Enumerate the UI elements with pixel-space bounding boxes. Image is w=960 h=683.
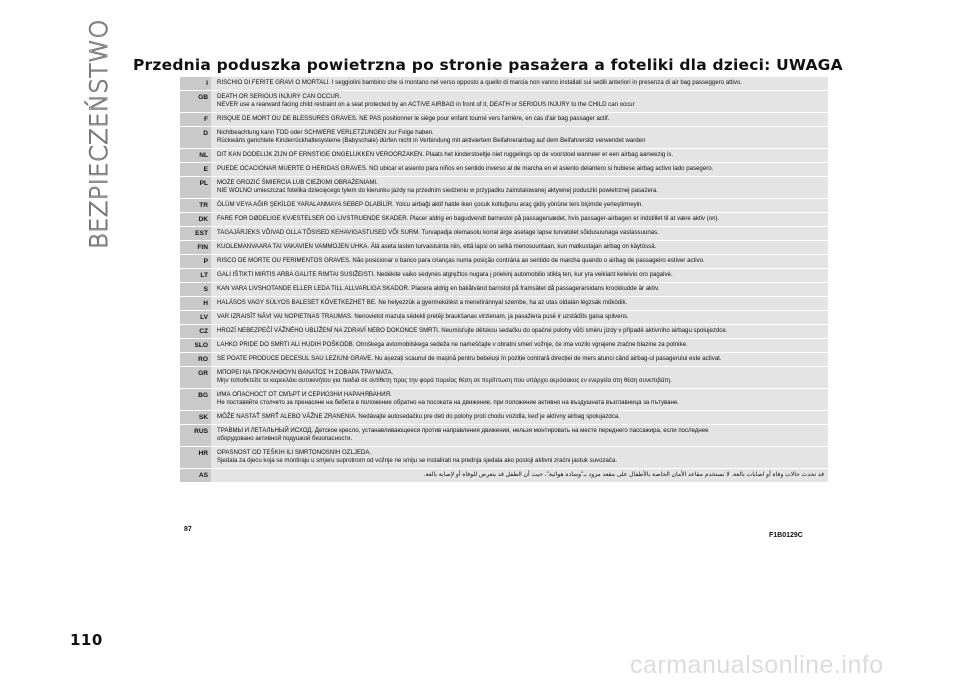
warning-line: NIE WOLNO umieszczać fotelika dziecięcego tylem do kierunku jazdy na przednim siedzeniu w przypadku zainstalowanej aktywnej poduszki powietrznej pasażera. <box>217 187 658 194</box>
warning-line: MOŻE GROZIĆ ŚMIERCIA LUB CIEŻKIMI OBRAŻENIAMI. <box>217 179 378 186</box>
table-row <box>180 447 828 469</box>
table-row <box>180 127 828 149</box>
warning-text <box>211 213 828 226</box>
warning-text <box>211 113 828 126</box>
table-row <box>180 389 828 411</box>
warning-line: ÖLÜM VEYA AĞIR ŞEKİLDE YARALANMAYA SEBEP OLABİLİR. Yolcu airbaği aktif halde iken çocuk koltuğunu araç gidiş yönüne ters biçimde yerleştirmeyin. <box>217 201 644 208</box>
warning-text <box>211 325 828 338</box>
warning-table <box>180 77 828 483</box>
table-row <box>180 269 828 283</box>
language-code: D <box>180 127 211 148</box>
warning-text <box>211 389 828 410</box>
table-row <box>180 411 828 425</box>
language-code: GB <box>180 91 211 112</box>
warning-text <box>211 163 828 176</box>
table-row <box>180 297 828 311</box>
warning-line: LAHKO PRIDE DO SMRTI ALI HUDIH POŠKODB. Otroškega avtomobilskega sedeža ne nameščajte v obratni smeri vožnje, če ima vozilo vgrajene zračne blazine za potnike. <box>217 341 688 348</box>
table-row <box>180 113 828 127</box>
table-row <box>180 339 828 353</box>
table-row <box>180 283 828 297</box>
language-code: EST <box>180 227 211 240</box>
warning-line: ΜΠΟΡΕΙ ΝΑ ΠΡΟΚΛΗΘΟΥΝ ΘΑΝΑΤΟΣ Ή ΣΟΒΑΡΑ ΤΡΑΥΜΑΤΑ. <box>217 369 394 376</box>
warning-line: قد تحدث حالات وفاة أو اصابات بالغة. لا تستخدم مقاعد الأمان الخاصة بالأطفال على مقعد مزود بـ"وسادة هوائية"، حيث أن الطفل قد يتعرض للوفاة أو لإصابة بالغة. <box>423 471 824 478</box>
table-row <box>180 177 828 199</box>
language-code: S <box>180 283 211 296</box>
figure-code: F1B0129C <box>769 532 803 539</box>
warning-line: Sjedala za djecu koja se montiraju u smjeru suprotnom od vožnje ne smiju se instalirati na prednja sjedala ako postoji aktivni zračni jastuk suvozača. <box>217 457 618 464</box>
warning-line: оборудовано активной подушкой безопасности. <box>217 435 353 442</box>
table-row <box>180 91 828 113</box>
warning-line: VAR IZRAISĪT NĀVI VAI NOPIETNAS TRAUMAS. Nenovietot mazuļa sēdekli pretēji braukšanas virzienam, ja pasažiera pusē ir uzstādīts gaisa spilvens. <box>217 313 629 320</box>
warning-text <box>211 127 828 148</box>
table-row <box>180 163 828 177</box>
warning-line: TAGAJÄRJEKS VÕIVAD OLLA TÕSISED KEHAVIGASTUSED VÕI SURM. Turvapadja olemasolu korral ärge asetage lapse turvatolet sõidusuunaga vastassuunas. <box>217 229 659 236</box>
warning-line: Не поставяйте столчето за пренасяне на бебета в положение обратно на посоката на движение, при положение активно на въздушната възглавница за пътуване. <box>217 399 680 406</box>
warning-text <box>211 311 828 324</box>
figure-page-ref: 87 <box>184 526 192 533</box>
warning-text <box>211 227 828 240</box>
warning-line: Nichtbeachtung kann TOD oder SCHWERE VERLETZUNGEN zur Folge haben. <box>217 129 434 136</box>
warning-text <box>211 447 828 468</box>
table-row <box>180 255 828 269</box>
language-code: NL <box>180 149 211 162</box>
table-row <box>180 149 828 163</box>
warning-line: ИМА ОПАСНОСТ ОТ СМЪРТ И СЕРИОЗНИ НАРАНЯВАНИЯ. <box>217 391 392 398</box>
warning-line: Rückwärts gerichtete Kinderrückhaltesysteme (Babyschale) dürfen nicht in Verbindung mit aktiviertem Beifahrerairbag auf dem Beifahrersitz verwendet warden <box>217 137 646 144</box>
warning-text <box>211 91 828 112</box>
language-code: PL <box>180 177 211 198</box>
language-code: H <box>180 297 211 310</box>
warning-line: KAN VARA LIVSHOTANDE ELLER LEDA TILL ALLVARLIGA SKADOR. Placera aldrig en bakåtvänd barnstol på framsätet då passagerarsidans krockkudde är aktiv. <box>217 285 660 292</box>
warning-text <box>211 469 828 482</box>
language-code: SK <box>180 411 211 424</box>
table-row <box>180 367 828 389</box>
warning-line: HALÁSOS VAGY SÚLYOS BALESET KÖVETKEZHET BE. Ne helyezzük a gyermekülést a menetiránnyal szembe, ha az utas oldalán légzsák működik. <box>217 299 628 306</box>
language-code: TR <box>180 199 211 212</box>
warning-text <box>211 77 828 90</box>
warning-text <box>211 283 828 296</box>
table-row <box>180 311 828 325</box>
language-code: F <box>180 113 211 126</box>
language-code: FIN <box>180 241 211 254</box>
warning-text <box>211 425 828 446</box>
warning-line: RISCHIO DI FERITE GRAVI O MORTALI. I seggiolini bambino che si montano nel verso opposto a quello di marcia non vanno installati sui sedili anteriori in presenza di air bag passeggero attivo. <box>217 79 742 86</box>
language-code: DK <box>180 213 211 226</box>
language-code: I <box>180 77 211 90</box>
warning-text <box>211 269 828 282</box>
warning-line: ТРАВМЫ И ЛЕТАЛЬНЫЙ ИСХОД. Детское кресло, устанавливающееся против направления движения, нельзя монтировать на месте переднего пассажира, если последнее <box>217 427 709 434</box>
warning-text <box>211 297 828 310</box>
page-number: 110 <box>70 631 103 649</box>
warning-text <box>211 255 828 268</box>
warning-text <box>211 177 828 198</box>
warning-line: HROZÍ NEBEZPEČÍ VÁŽNÉHO UBLÍŽENÍ NA ZDRAVÍ NEBO DOKONCE SMRTI. Neumisťujte dětskou sedačku do opačné polohy vůči směru jízdy v případě aktivního airbagu spolujezdce. <box>217 327 728 334</box>
watermark: carmanualsonline.info <box>630 651 884 679</box>
table-row <box>180 325 828 339</box>
language-code: P <box>180 255 211 268</box>
table-row <box>180 353 828 367</box>
warning-line: NEVER use a rearward facing child restraint on a seat protected by an ACTIVE AIRBAG in front of it, DEATH or SERIOUS INJURY to the CHILD can occur <box>217 101 635 108</box>
language-code: GR <box>180 367 211 388</box>
section-tab <box>85 19 113 249</box>
warning-line: SE POATE PRODUCE DECESUL SAU LEZIUNI GRAVE. Nu așezați scaunul de mașină pentru bebeluși în poziție contrară direcției de mers atunci când airbag-ul pasagerului este activat. <box>217 355 722 362</box>
section-tab-label: BEZPIECZEŃSTWO <box>85 19 113 249</box>
warning-line: FARE FOR DØDELIGE KVÆSTELSER OG LIVSTRUENDE SKADER. Placer aldrig en bagudvendt barnestol på passagersædet, hvis passager-airbagen er indstillet til at være aktiv (on). <box>217 215 720 222</box>
warning-line: Μην τοποθετείτε το καρεκλάκι αυτοκινήτου για παιδιά σε αντίθετη προς την φορά πορείας θέση σε περίπτωση που υπάρχει αερόσακος εν ενεργεία στη θέση συνεπιβάτη. <box>217 377 672 384</box>
warning-line: PUEDE OCACIONAR MUERTE O HERIDAS GRAVES. NO ubicar el asiento para niños en sentido inverso al de marcha en el asiento delantero si hubiese airbag activo lado pasegero. <box>217 165 714 172</box>
table-row <box>180 241 828 255</box>
warning-text <box>211 339 828 352</box>
warning-line: OPASNOST OD TEŠKIH ILI SMRTONOSNIH OZLJEDA. <box>217 449 372 456</box>
page-title: Przednia poduszka powietrzna po stronie pasażera a foteliki dla dzieci: UWAGA <box>133 56 843 74</box>
table-row <box>180 227 828 241</box>
language-code: AS <box>180 469 211 482</box>
language-code: RO <box>180 353 211 366</box>
warning-line: DEATH OR SERIOUS INJURY CAN OCCUR. <box>217 93 341 100</box>
table-row <box>180 213 828 227</box>
language-code: E <box>180 163 211 176</box>
language-code: HR <box>180 447 211 468</box>
language-code: CZ <box>180 325 211 338</box>
warning-text <box>211 367 828 388</box>
warning-text <box>211 199 828 212</box>
warning-line: RISQUE DE MORT OU DE BLESSURES GRAVES. NE PAS positionner le siège pour enfant tourné vers l'arrière, en cas d'air bag passager actif. <box>217 115 610 122</box>
table-row <box>180 77 828 91</box>
warning-line: DIT KAN DODELIJK ZIJN OF ERNSTIGE ONGELUKKEN VEROORZAKEN. Plaats het kinderstoeltje niet ruggelings op de voorstoel wanneer er een airbag aanwezig is. <box>217 151 674 158</box>
warning-line: RISCO DE MORTE OU FERIMENTOS GRAVES. Não posicionar o banco para crianças numa posição contrária ao sentido de marcha quando o airbag de passageiro estiver activo. <box>217 257 705 264</box>
warning-text <box>211 241 828 254</box>
table-row <box>180 469 828 483</box>
warning-text <box>211 353 828 366</box>
warning-text <box>211 411 828 424</box>
warning-text <box>211 149 828 162</box>
warning-line: MÔŽE NASTAŤ SMRŤ ALEBO VÁŽNE ZRANENIA. Nedávajte autosedačku pre deti do polohy proti chodu vozidla, keď je aktívny airbag spolujazdca. <box>217 413 620 420</box>
language-code: SLO <box>180 339 211 352</box>
language-code: RUS <box>180 425 211 446</box>
warning-line: KUOLEMANVAARA TAI VAKAVIEN VAMMOJEN UHKA. Älä aseta lasten turvaistuinta niin, että lapsi on selkä menosuuntaan, kun matkustajan airbag on käytössä. <box>217 243 657 250</box>
table-row <box>180 199 828 213</box>
warning-line: GALI IŠTIKTI MIRTIS ARBA GALITE RIMTAI SUSIŽEISTI. Nedėkite vaiko sėdynės atgręžtos nugara į priekinį automobilio stiklą ten, kur yra veikiant keleivio oro pagalvė. <box>217 271 673 278</box>
language-code: LV <box>180 311 211 324</box>
language-code: BG <box>180 389 211 410</box>
language-code: LT <box>180 269 211 282</box>
table-row <box>180 425 828 447</box>
